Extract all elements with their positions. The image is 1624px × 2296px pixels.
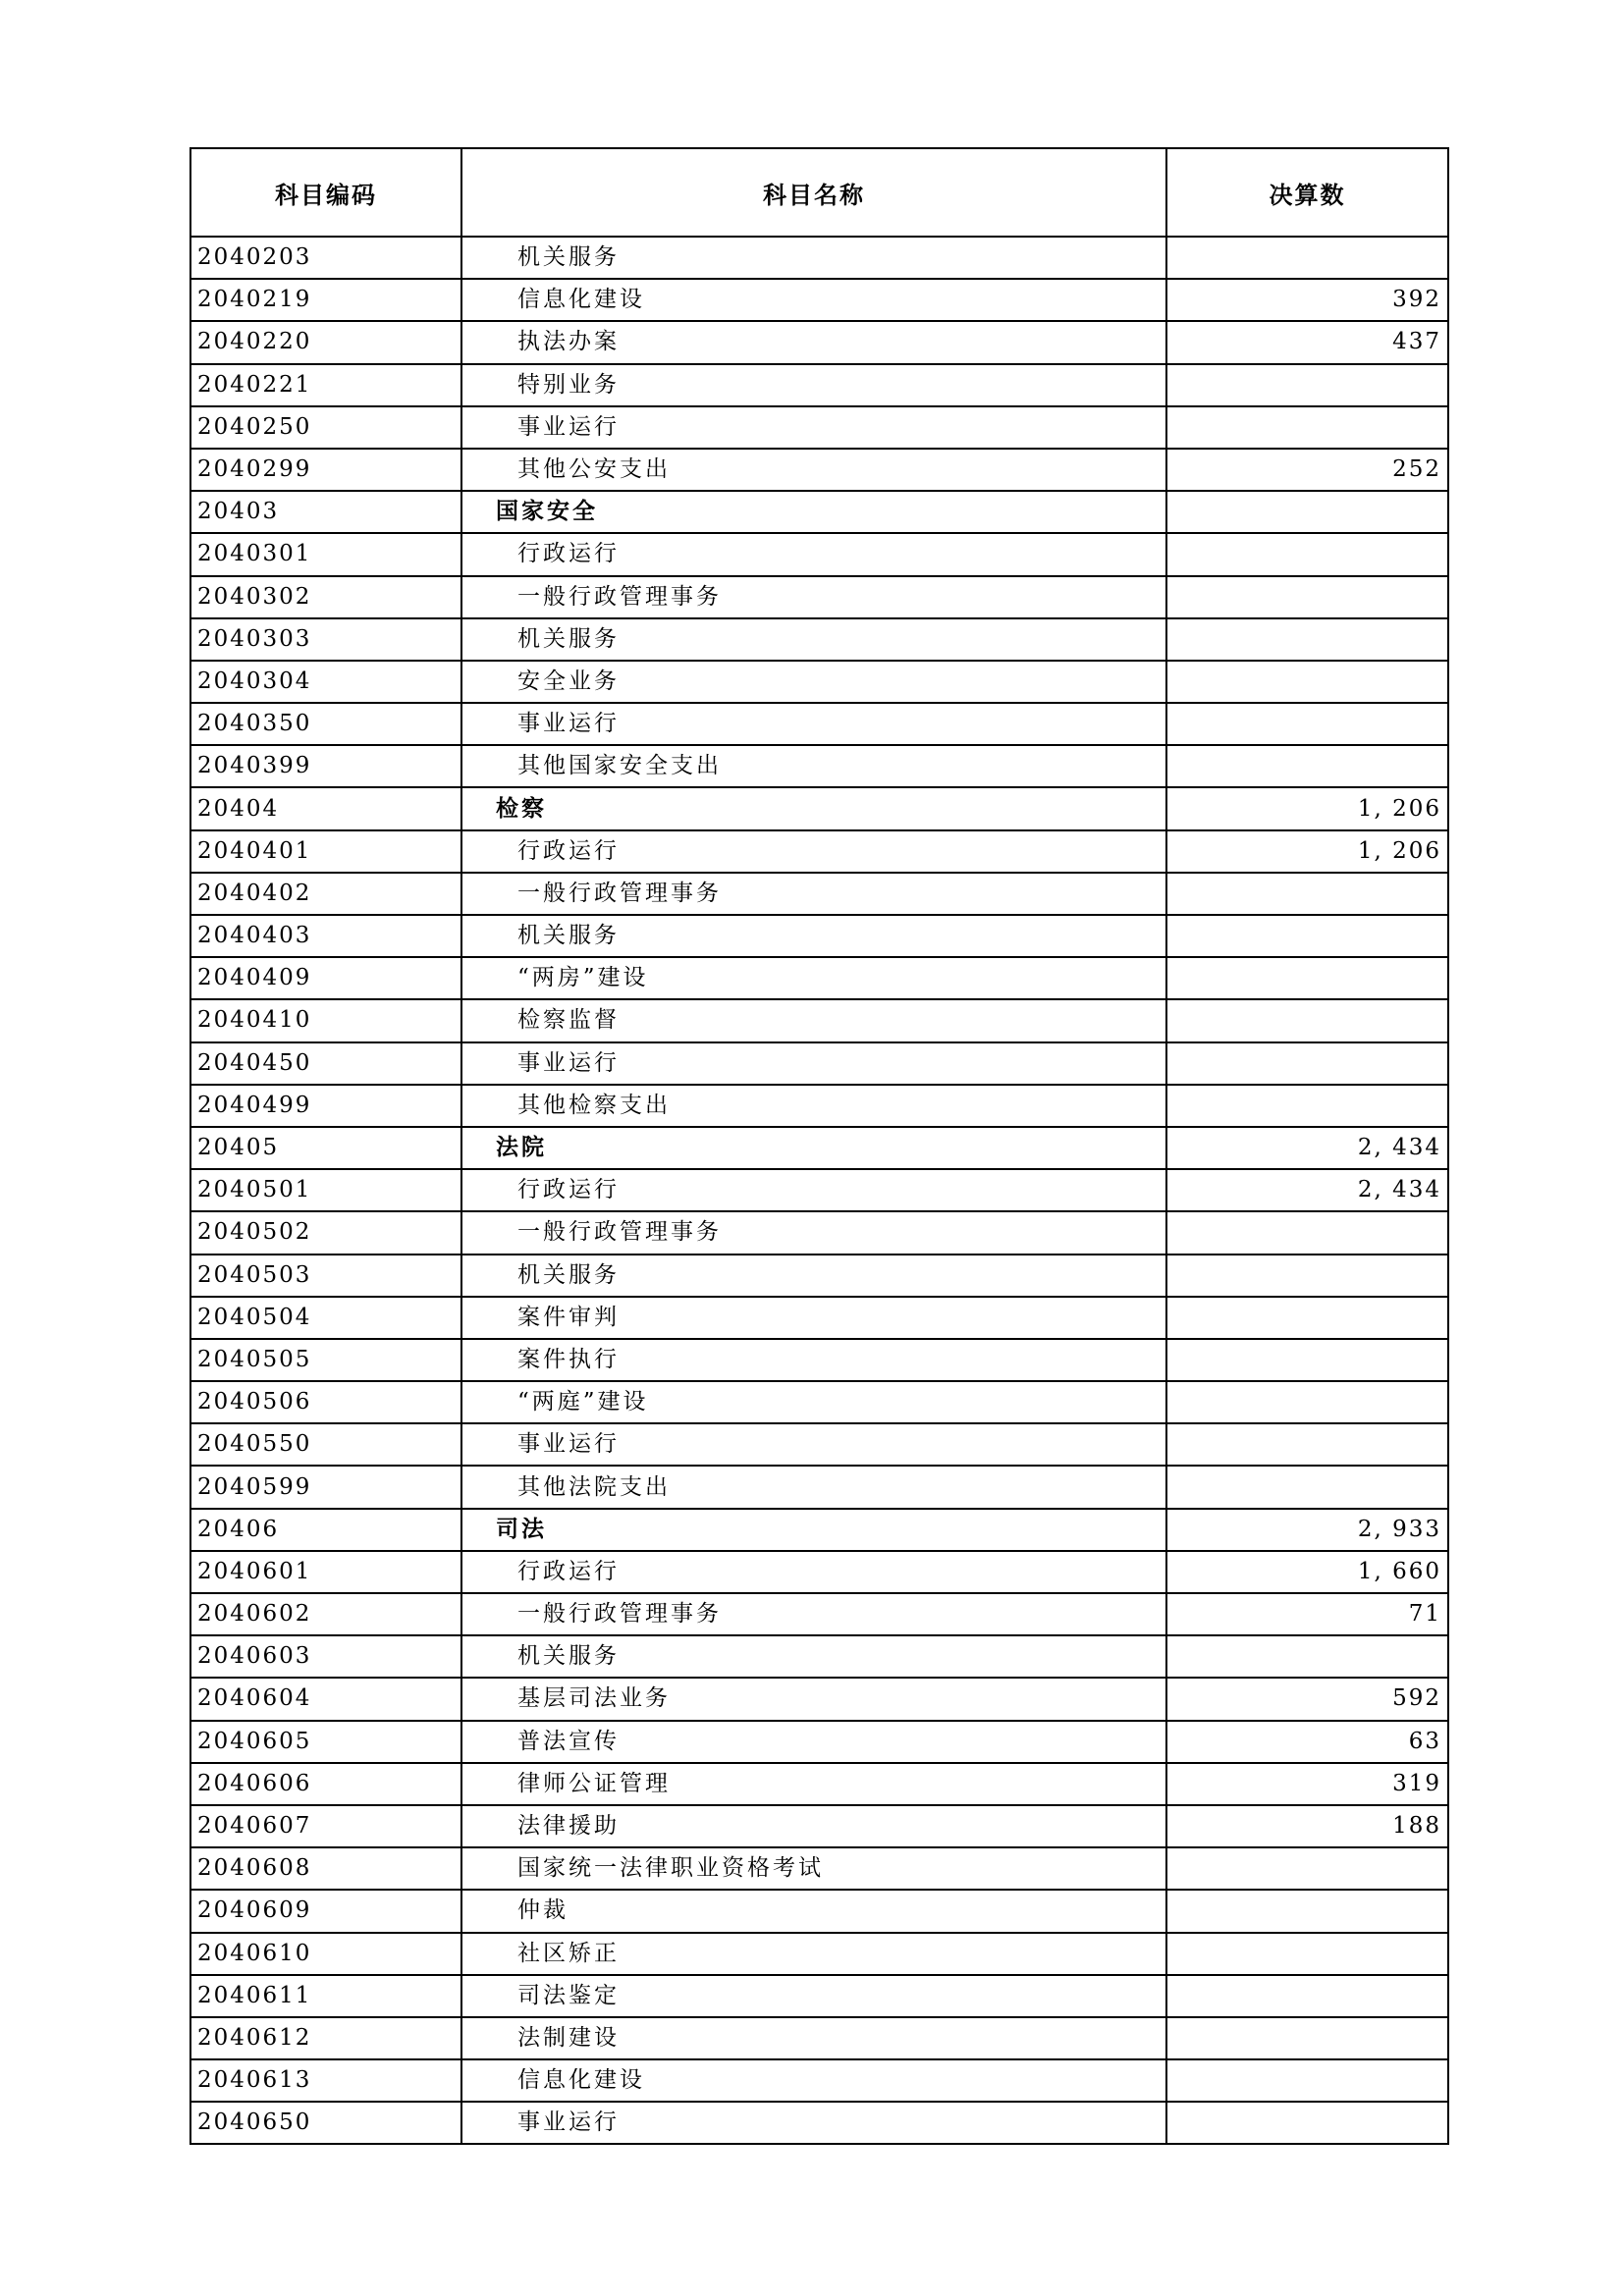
header-row xyxy=(190,148,1448,237)
subject-name-cell: 其他公安支出 xyxy=(461,449,1166,491)
table-row xyxy=(190,830,1448,873)
final-amount-cell xyxy=(1166,1975,1448,2017)
table-row xyxy=(190,787,1448,829)
subject-code-cell: 2040503 xyxy=(190,1255,461,1297)
final-amount-cell xyxy=(1166,745,1448,787)
table-row xyxy=(190,1933,1448,1975)
subject-code-cell: 2040609 xyxy=(190,1890,461,1932)
subject-code-cell: 2040350 xyxy=(190,703,461,745)
final-amount-cell xyxy=(1166,406,1448,449)
table-row xyxy=(190,1763,1448,1805)
final-amount-cell xyxy=(1166,1423,1448,1466)
table-row xyxy=(190,745,1448,787)
final-amount-cell xyxy=(1166,237,1448,279)
subject-code-cell: 2040501 xyxy=(190,1169,461,1211)
subject-code-cell: 2040402 xyxy=(190,873,461,915)
subject-code-cell: 2040604 xyxy=(190,1678,461,1720)
subject-code-cell: 2040608 xyxy=(190,1847,461,1890)
subject-name-cell: 特别业务 xyxy=(461,364,1166,406)
table-row xyxy=(190,1255,1448,1297)
subject-name-cell: 案件执行 xyxy=(461,1339,1166,1381)
subject-name-cell: 律师公证管理 xyxy=(461,1763,1166,1805)
subject-code-cell: 2040602 xyxy=(190,1593,461,1635)
subject-name-cell: 国家统一法律职业资格考试 xyxy=(461,1847,1166,1890)
subject-name-cell: 社区矫正 xyxy=(461,1933,1166,1975)
final-amount-cell xyxy=(1166,491,1448,533)
final-amount-cell: 2, 434 xyxy=(1166,1169,1448,1211)
subject-name-cell: 其他法院支出 xyxy=(461,1466,1166,1508)
subject-code-cell: 2040401 xyxy=(190,830,461,873)
final-amount-cell: 437 xyxy=(1166,321,1448,363)
table-body xyxy=(190,237,1448,2144)
subject-code-cell: 2040250 xyxy=(190,406,461,449)
subject-name-cell: 信息化建设 xyxy=(461,279,1166,321)
subject-name-cell: 行政运行 xyxy=(461,1169,1166,1211)
subject-name-cell: 执法办案 xyxy=(461,321,1166,363)
table-row xyxy=(190,1890,1448,1932)
table-row xyxy=(190,1297,1448,1339)
final-amount-cell xyxy=(1166,703,1448,745)
final-amount-cell xyxy=(1166,1255,1448,1297)
final-amount-cell xyxy=(1166,1381,1448,1423)
subject-code-cell: 2040303 xyxy=(190,618,461,661)
table-row xyxy=(190,703,1448,745)
final-amount-cell: 1, 206 xyxy=(1166,787,1448,829)
final-amount-cell xyxy=(1166,2102,1448,2144)
final-amount-cell xyxy=(1166,1211,1448,1254)
subject-name-cell: 事业运行 xyxy=(461,703,1166,745)
subject-code-cell: 2040606 xyxy=(190,1763,461,1805)
subject-name-cell: 安全业务 xyxy=(461,661,1166,703)
table-row xyxy=(190,279,1448,321)
subject-code-cell: 2040219 xyxy=(190,279,461,321)
subject-code-cell: 2040611 xyxy=(190,1975,461,2017)
subject-code-cell: 2040607 xyxy=(190,1805,461,1847)
subject-category-cell: 法院 xyxy=(461,1127,1166,1169)
subject-name-cell: 机关服务 xyxy=(461,1635,1166,1678)
final-amount-cell xyxy=(1166,2017,1448,2059)
final-amount-cell xyxy=(1166,661,1448,703)
subject-name-cell: “两庭”建设 xyxy=(461,1381,1166,1423)
table-row xyxy=(190,237,1448,279)
final-amount-cell xyxy=(1166,1042,1448,1085)
final-amount-cell xyxy=(1166,576,1448,618)
subject-code-cell: 2040450 xyxy=(190,1042,461,1085)
table-row xyxy=(190,873,1448,915)
subject-code-cell: 2040203 xyxy=(190,237,461,279)
subject-code-cell: 2040410 xyxy=(190,999,461,1041)
final-amount-cell xyxy=(1166,364,1448,406)
subject-name-cell: “两房”建设 xyxy=(461,957,1166,999)
final-amount-cell: 1, 206 xyxy=(1166,830,1448,873)
final-amount-cell xyxy=(1166,1297,1448,1339)
subject-name-cell: 行政运行 xyxy=(461,1551,1166,1593)
subject-name-cell: 一般行政管理事务 xyxy=(461,1211,1166,1254)
final-amount-cell: 1, 660 xyxy=(1166,1551,1448,1593)
final-amount-cell: 2, 933 xyxy=(1166,1509,1448,1551)
subject-name-cell: 机关服务 xyxy=(461,915,1166,957)
final-amount-cell xyxy=(1166,1933,1448,1975)
header-name: 科目名称 xyxy=(461,148,1166,237)
table-row xyxy=(190,915,1448,957)
table-row xyxy=(190,1169,1448,1211)
subject-name-cell: 机关服务 xyxy=(461,618,1166,661)
table-row xyxy=(190,999,1448,1041)
subject-name-cell: 法律援助 xyxy=(461,1805,1166,1847)
subject-category-cell: 检察 xyxy=(461,787,1166,829)
subject-name-cell: 一般行政管理事务 xyxy=(461,576,1166,618)
final-amount-cell: 592 xyxy=(1166,1678,1448,1720)
subject-name-cell: 其他检察支出 xyxy=(461,1085,1166,1127)
final-amount-cell xyxy=(1166,873,1448,915)
subject-name-cell: 司法鉴定 xyxy=(461,1975,1166,2017)
subject-code-cell: 2040601 xyxy=(190,1551,461,1593)
table-row xyxy=(190,1805,1448,1847)
final-amount-cell: 63 xyxy=(1166,1721,1448,1763)
table-row xyxy=(190,533,1448,575)
final-amount-cell xyxy=(1166,915,1448,957)
table-row xyxy=(190,1466,1448,1508)
subject-code-cell: 2040605 xyxy=(190,1721,461,1763)
subject-code-cell: 2040612 xyxy=(190,2017,461,2059)
subject-code-cell: 2040550 xyxy=(190,1423,461,1466)
subject-category-cell: 国家安全 xyxy=(461,491,1166,533)
final-amount-cell: 252 xyxy=(1166,449,1448,491)
table-row xyxy=(190,364,1448,406)
subject-code-cell: 2040403 xyxy=(190,915,461,957)
table-row xyxy=(190,1847,1448,1890)
table-row xyxy=(190,2017,1448,2059)
subject-code-cell: 2040221 xyxy=(190,364,461,406)
subject-code-cell: 20406 xyxy=(190,1509,461,1551)
final-amount-cell: 188 xyxy=(1166,1805,1448,1847)
subject-code-cell: 2040613 xyxy=(190,2059,461,2102)
final-amount-cell xyxy=(1166,533,1448,575)
table-row xyxy=(190,1635,1448,1678)
table-row xyxy=(190,957,1448,999)
subject-name-cell: 仲裁 xyxy=(461,1890,1166,1932)
final-amount-cell: 319 xyxy=(1166,1763,1448,1805)
subject-name-cell: 信息化建设 xyxy=(461,2059,1166,2102)
table-row xyxy=(190,1678,1448,1720)
table-row xyxy=(190,2059,1448,2102)
header-amount: 决算数 xyxy=(1166,148,1448,237)
final-amount-cell xyxy=(1166,957,1448,999)
table-row xyxy=(190,449,1448,491)
header-code: 科目编码 xyxy=(190,148,461,237)
subject-name-cell: 行政运行 xyxy=(461,533,1166,575)
table-row xyxy=(190,1423,1448,1466)
table-row xyxy=(190,1211,1448,1254)
subject-name-cell: 普法宣传 xyxy=(461,1721,1166,1763)
final-amount-cell: 2, 434 xyxy=(1166,1127,1448,1169)
subject-name-cell: 其他国家安全支出 xyxy=(461,745,1166,787)
table-row xyxy=(190,576,1448,618)
table-row xyxy=(190,1721,1448,1763)
final-amount-cell xyxy=(1166,2059,1448,2102)
subject-name-cell: 法制建设 xyxy=(461,2017,1166,2059)
final-amount-cell xyxy=(1166,1466,1448,1508)
table-row xyxy=(190,1381,1448,1423)
table-row xyxy=(190,1127,1448,1169)
subject-code-cell: 2040502 xyxy=(190,1211,461,1254)
subject-name-cell: 行政运行 xyxy=(461,830,1166,873)
table-row xyxy=(190,1551,1448,1593)
table-row xyxy=(190,1042,1448,1085)
subject-code-cell: 2040220 xyxy=(190,321,461,363)
table-row xyxy=(190,1509,1448,1551)
subject-name-cell: 事业运行 xyxy=(461,1423,1166,1466)
subject-code-cell: 2040301 xyxy=(190,533,461,575)
subject-name-cell: 事业运行 xyxy=(461,1042,1166,1085)
final-amount-cell xyxy=(1166,1890,1448,1932)
table-row xyxy=(190,321,1448,363)
table-row xyxy=(190,1593,1448,1635)
final-amount-cell xyxy=(1166,618,1448,661)
subject-code-cell: 2040499 xyxy=(190,1085,461,1127)
final-amount-cell: 392 xyxy=(1166,279,1448,321)
table-row xyxy=(190,491,1448,533)
subject-name-cell: 案件审判 xyxy=(461,1297,1166,1339)
subject-code-cell: 2040504 xyxy=(190,1297,461,1339)
table-row xyxy=(190,1085,1448,1127)
table-row xyxy=(190,406,1448,449)
final-amount-cell xyxy=(1166,1847,1448,1890)
final-amount-cell xyxy=(1166,1085,1448,1127)
subject-name-cell: 机关服务 xyxy=(461,1255,1166,1297)
subject-code-cell: 20405 xyxy=(190,1127,461,1169)
table-row xyxy=(190,1975,1448,2017)
subject-name-cell: 一般行政管理事务 xyxy=(461,873,1166,915)
subject-code-cell: 2040409 xyxy=(190,957,461,999)
final-amount-cell: 71 xyxy=(1166,1593,1448,1635)
subject-code-cell: 2040399 xyxy=(190,745,461,787)
subject-name-cell: 机关服务 xyxy=(461,237,1166,279)
subject-code-cell: 2040302 xyxy=(190,576,461,618)
table-row xyxy=(190,2102,1448,2144)
subject-code-cell: 2040599 xyxy=(190,1466,461,1508)
subject-code-cell: 2040603 xyxy=(190,1635,461,1678)
subject-code-cell: 20403 xyxy=(190,491,461,533)
subject-name-cell: 一般行政管理事务 xyxy=(461,1593,1166,1635)
final-amount-cell xyxy=(1166,999,1448,1041)
final-amount-cell xyxy=(1166,1635,1448,1678)
final-amount-cell xyxy=(1166,1339,1448,1381)
subject-code-cell: 2040650 xyxy=(190,2102,461,2144)
table-row xyxy=(190,618,1448,661)
subject-code-cell: 2040610 xyxy=(190,1933,461,1975)
table-row xyxy=(190,661,1448,703)
subject-code-cell: 2040299 xyxy=(190,449,461,491)
subject-code-cell: 2040506 xyxy=(190,1381,461,1423)
table-row xyxy=(190,1339,1448,1381)
subject-name-cell: 检察监督 xyxy=(461,999,1166,1041)
table-header xyxy=(190,148,1448,237)
budget-table xyxy=(189,147,1449,2145)
subject-code-cell: 2040304 xyxy=(190,661,461,703)
subject-name-cell: 事业运行 xyxy=(461,406,1166,449)
subject-code-cell: 20404 xyxy=(190,787,461,829)
subject-code-cell: 2040505 xyxy=(190,1339,461,1381)
subject-category-cell: 司法 xyxy=(461,1509,1166,1551)
subject-name-cell: 基层司法业务 xyxy=(461,1678,1166,1720)
subject-name-cell: 事业运行 xyxy=(461,2102,1166,2144)
